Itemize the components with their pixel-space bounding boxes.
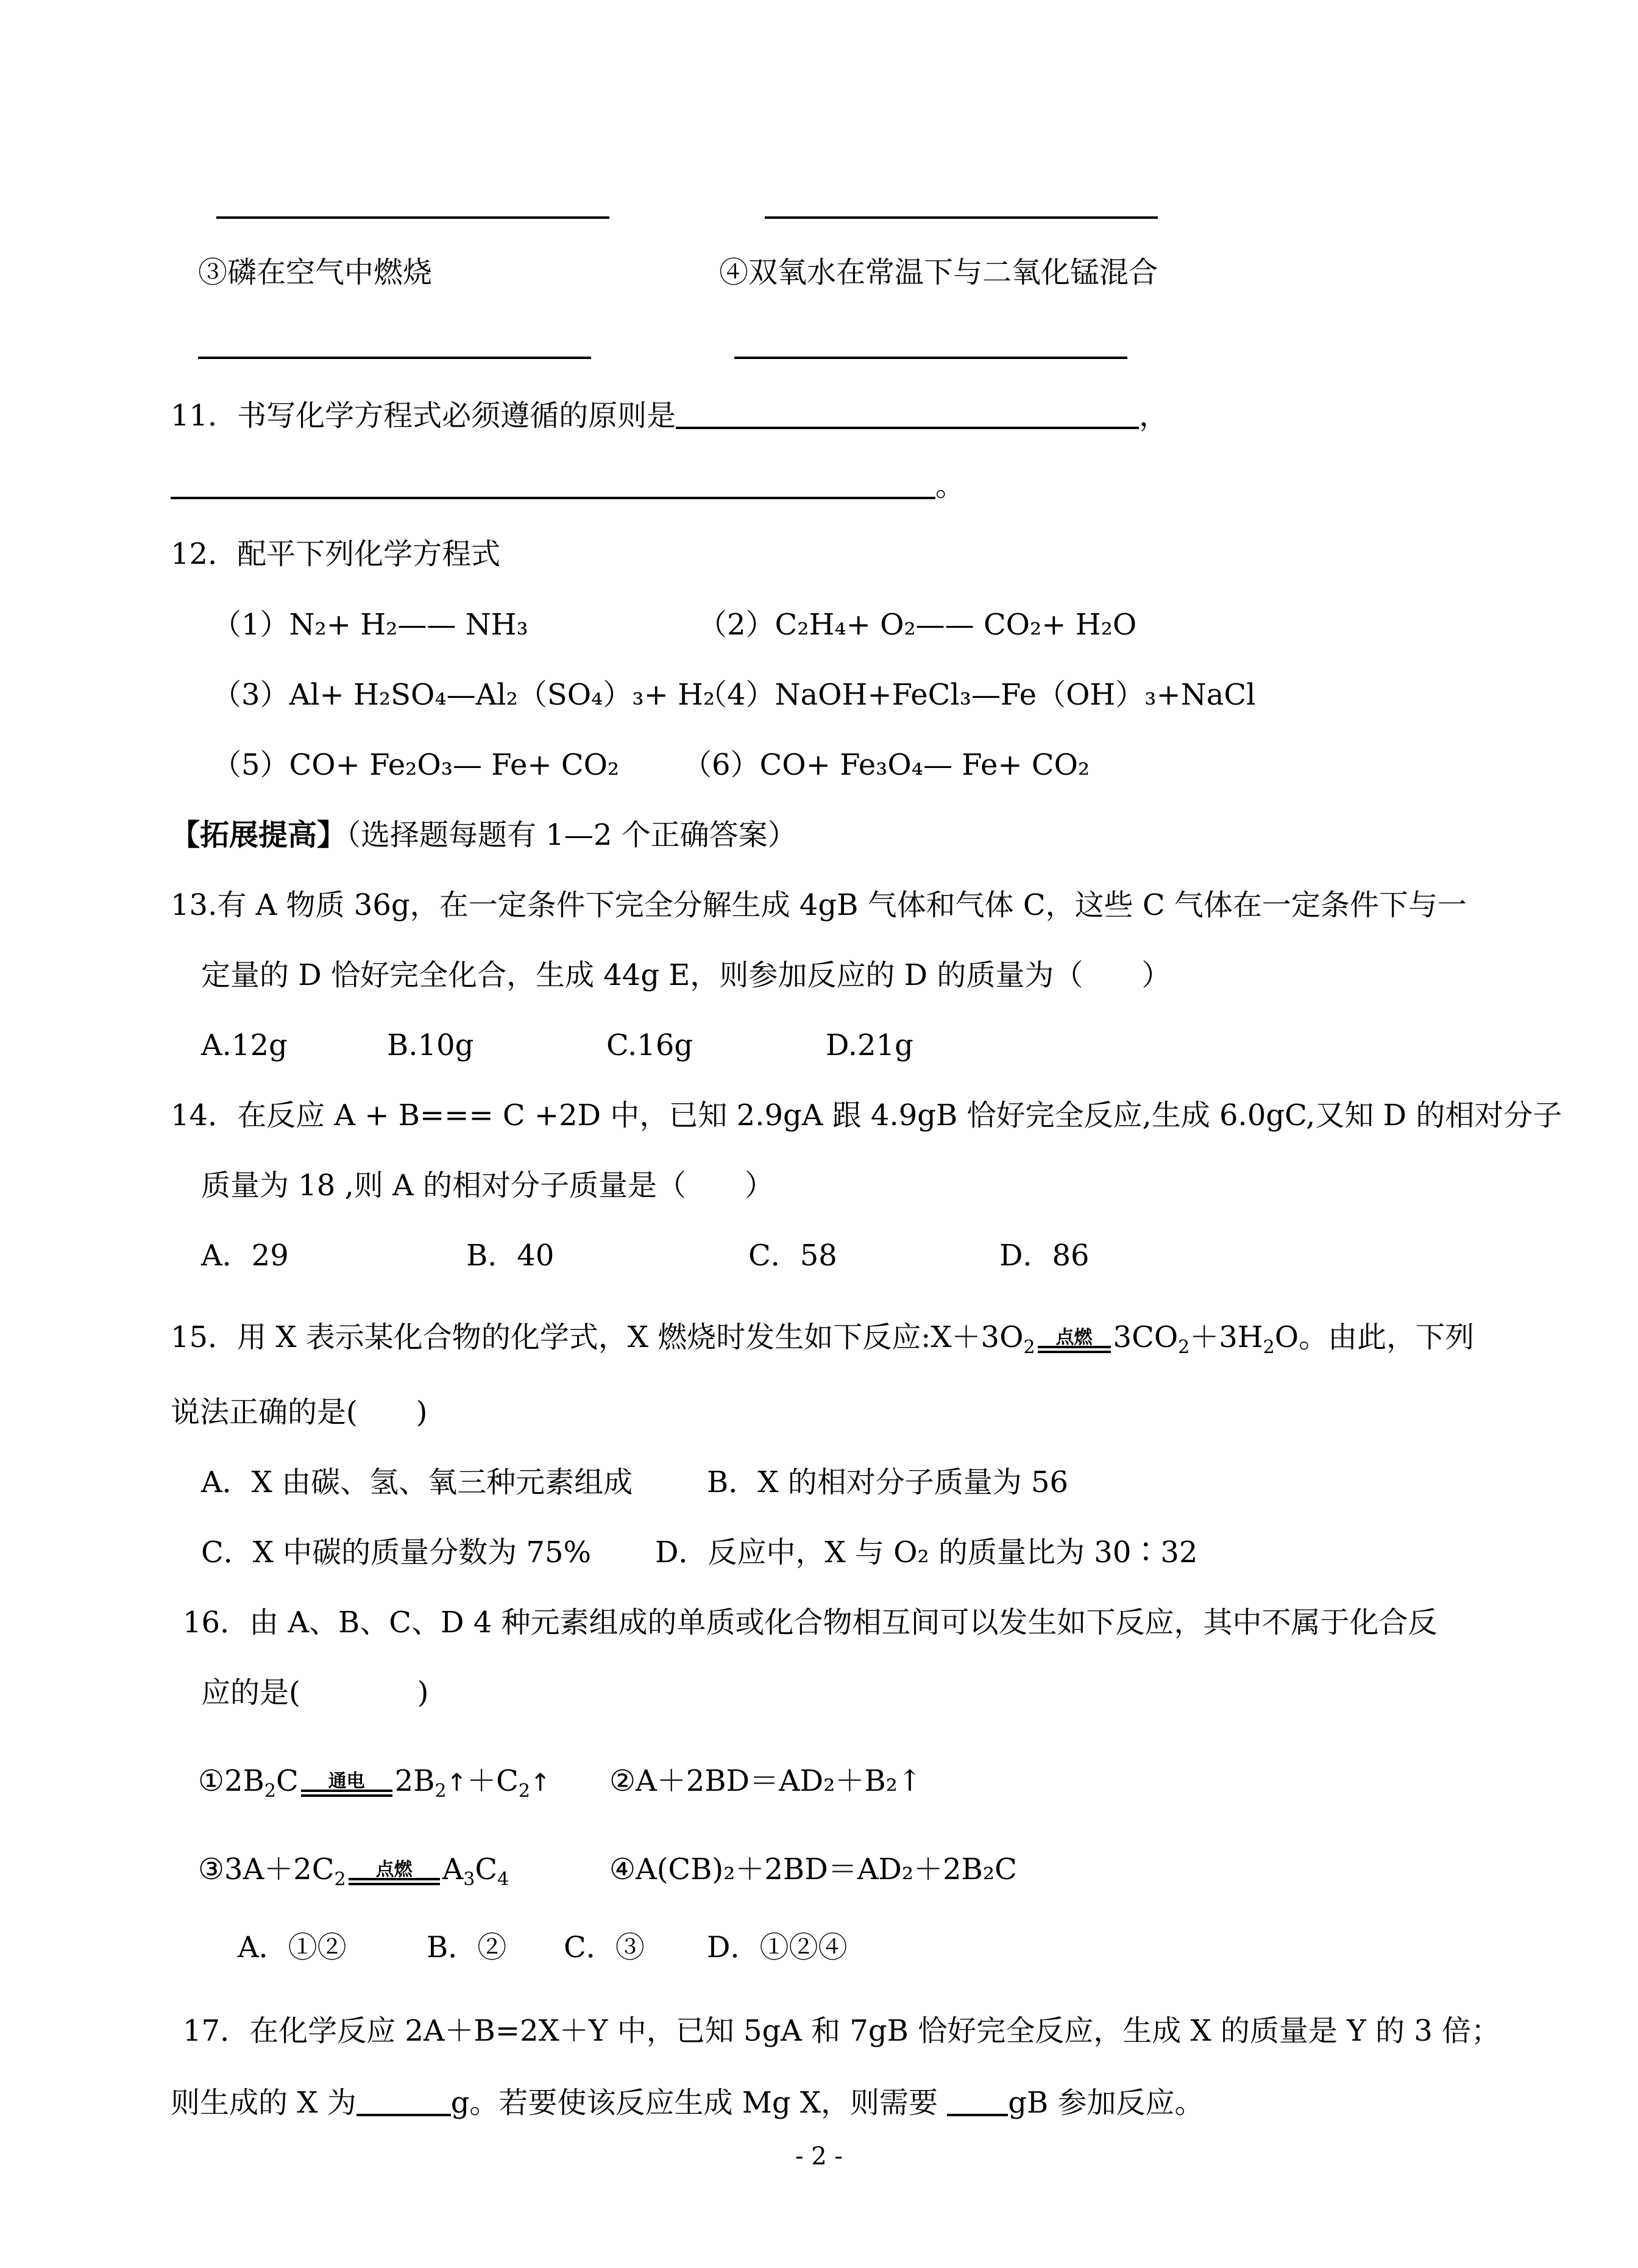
question-17-text-c: gB 参加反应。 — [1008, 2086, 1204, 2120]
page-number: - 2 - — [795, 2142, 843, 2170]
q15-option-d[interactable]: D．反应中，X 与 O₂ 的质量比为 30∶32 — [655, 1535, 1198, 1569]
question-15-line1 — [171, 1318, 1474, 1358]
question-13-line2: 定量的 D 恰好完全化合，生成 44g E，则参加反应的 D 的质量为（ ） — [201, 958, 1171, 992]
reaction-3: $③3A+2C_2$ 点燃 $A_3C_4$ — [198, 1852, 509, 1890]
answer-blank[interactable] — [356, 2087, 451, 2116]
q14-option-a[interactable]: A．29 — [201, 1239, 289, 1273]
question-11-line2 — [171, 466, 965, 505]
item-4-text: ④双氧水在常温下与二氧化锰混合 — [719, 255, 1158, 290]
question-13-line1: 13.有 A 物质 36g，在一定条件下完全分解生成 4gB 气体和气体 C，这些 C 气体在一定条件下与一 — [171, 888, 1467, 922]
q16-option-b[interactable]: B．② — [427, 1930, 507, 1964]
answer-blank[interactable] — [676, 400, 1139, 429]
answer-blank[interactable] — [216, 216, 609, 219]
equation-2: （2）C₂H₄+ O₂—— CO₂+ H₂O — [698, 608, 1137, 642]
question-17-line1: 17．在化学反应 2A＋B=2X＋Y 中，已知 5gA 和 7gB 恰好完全反应，生成 X 的质量是 Y 的 3 倍； — [183, 2014, 1501, 2048]
q13-option-a[interactable]: A.12g — [201, 1028, 288, 1062]
reaction-condition: 通电 — [301, 1776, 392, 1802]
answer-blank[interactable] — [734, 357, 1127, 359]
q16-option-d[interactable]: D．①②④ — [707, 1930, 848, 1964]
q14-option-b[interactable]: B．40 — [466, 1239, 555, 1273]
q16-option-a[interactable]: A．①② — [238, 1930, 347, 1964]
q15-option-c[interactable]: C．X 中碳的质量分数为 75% — [201, 1535, 592, 1569]
q14-option-d[interactable]: D．86 — [999, 1239, 1090, 1273]
equation-5: （5）CO+ Fe₂O₃— Fe+ CO₂ — [212, 748, 620, 782]
equation-4: （4）NaOH+FeCl₃—Fe（OH）₃+NaCl — [698, 678, 1256, 712]
question-15-line2: 说法正确的是( ) — [171, 1395, 428, 1429]
question-11-end: 。 — [935, 469, 965, 503]
question-12-title: 12．配平下列化学方程式 — [171, 537, 501, 571]
q16-option-c[interactable]: C．③ — [564, 1930, 645, 1964]
answer-blank[interactable] — [765, 216, 1158, 219]
question-17-line2 — [171, 2083, 1204, 2122]
q13-option-c[interactable]: C.16g — [606, 1028, 693, 1062]
question-11 — [171, 396, 1168, 435]
item-3-text: ③磷在空气中燃烧 — [198, 255, 433, 290]
question-15-text: 15．用 X 表示某化合物的化学式，X 燃烧时发生如下反应: — [171, 1320, 931, 1354]
reaction-condition: 点燃 — [349, 1865, 440, 1890]
section-title: 【拓展提高】 — [171, 818, 347, 852]
answer-blank[interactable] — [947, 2087, 1008, 2116]
question-17-text-a: 则生成的 X 为 — [171, 2086, 356, 2120]
question-14-line1: 14．在反应 A + B=== C +2D 中，已知 2.9gA 跟 4.9gB 恰好完全反应,生成 6.0gC,又知 D 的相对分子 — [171, 1098, 1562, 1132]
section-heading — [171, 816, 797, 855]
answer-blank[interactable] — [198, 357, 591, 359]
q15-option-a[interactable]: A．X 由碳、氢、氧三种元素组成 — [201, 1465, 633, 1499]
q13-option-d[interactable]: D.21g — [826, 1028, 913, 1062]
question-15-text-end: 。由此，下列 — [1299, 1320, 1475, 1354]
question-17-text-b: g。若要使该反应生成 Mg X，则需要 — [450, 2086, 948, 2120]
question-11-comma: ， — [1139, 399, 1169, 433]
question-16-line1: 16．由 A、B、C、D 4 种元素组成的单质或化合物相互间可以发生如下反应，其中不属于化合反 — [183, 1605, 1438, 1640]
equation-3: （3）Al+ H₂SO₄—Al₂（SO₄）₃+ H₂ — [212, 678, 715, 712]
q14-option-c[interactable]: C．58 — [748, 1239, 837, 1273]
reaction-4: ④A(CB)₂＋2BD＝AD₂＋2B₂C — [609, 1852, 1017, 1886]
equation-6: （6）CO+ Fe₃O₄— Fe+ CO₂ — [682, 748, 1090, 782]
reaction-condition: 点燃 — [1038, 1332, 1111, 1358]
reaction-equation: $X+3O_2$ 点燃 $3CO_2+3H_2O$ — [931, 1320, 1299, 1358]
question-11-text: 11．书写化学方程式必须遵循的原则是 — [171, 399, 676, 433]
reaction-2: ②A＋2BD＝AD₂＋B₂↑ — [609, 1764, 923, 1798]
reaction-1: $①2B_2C$ 通电 $2B_2↑+C_2↑$ — [198, 1764, 551, 1802]
equation-1: （1）N₂+ H₂—— NH₃ — [212, 608, 528, 642]
section-note: （选择题每题有 1—2 个正确答案） — [346, 818, 797, 852]
q15-option-b[interactable]: B．X 的相对分子质量为 56 — [707, 1465, 1069, 1499]
q13-option-b[interactable]: B.10g — [387, 1028, 474, 1062]
answer-blank[interactable] — [171, 470, 935, 499]
question-16-line2: 应的是( ) — [201, 1676, 429, 1710]
question-14-line2: 质量为 18 ,则 A 的相对分子质量是（ ） — [201, 1168, 775, 1203]
